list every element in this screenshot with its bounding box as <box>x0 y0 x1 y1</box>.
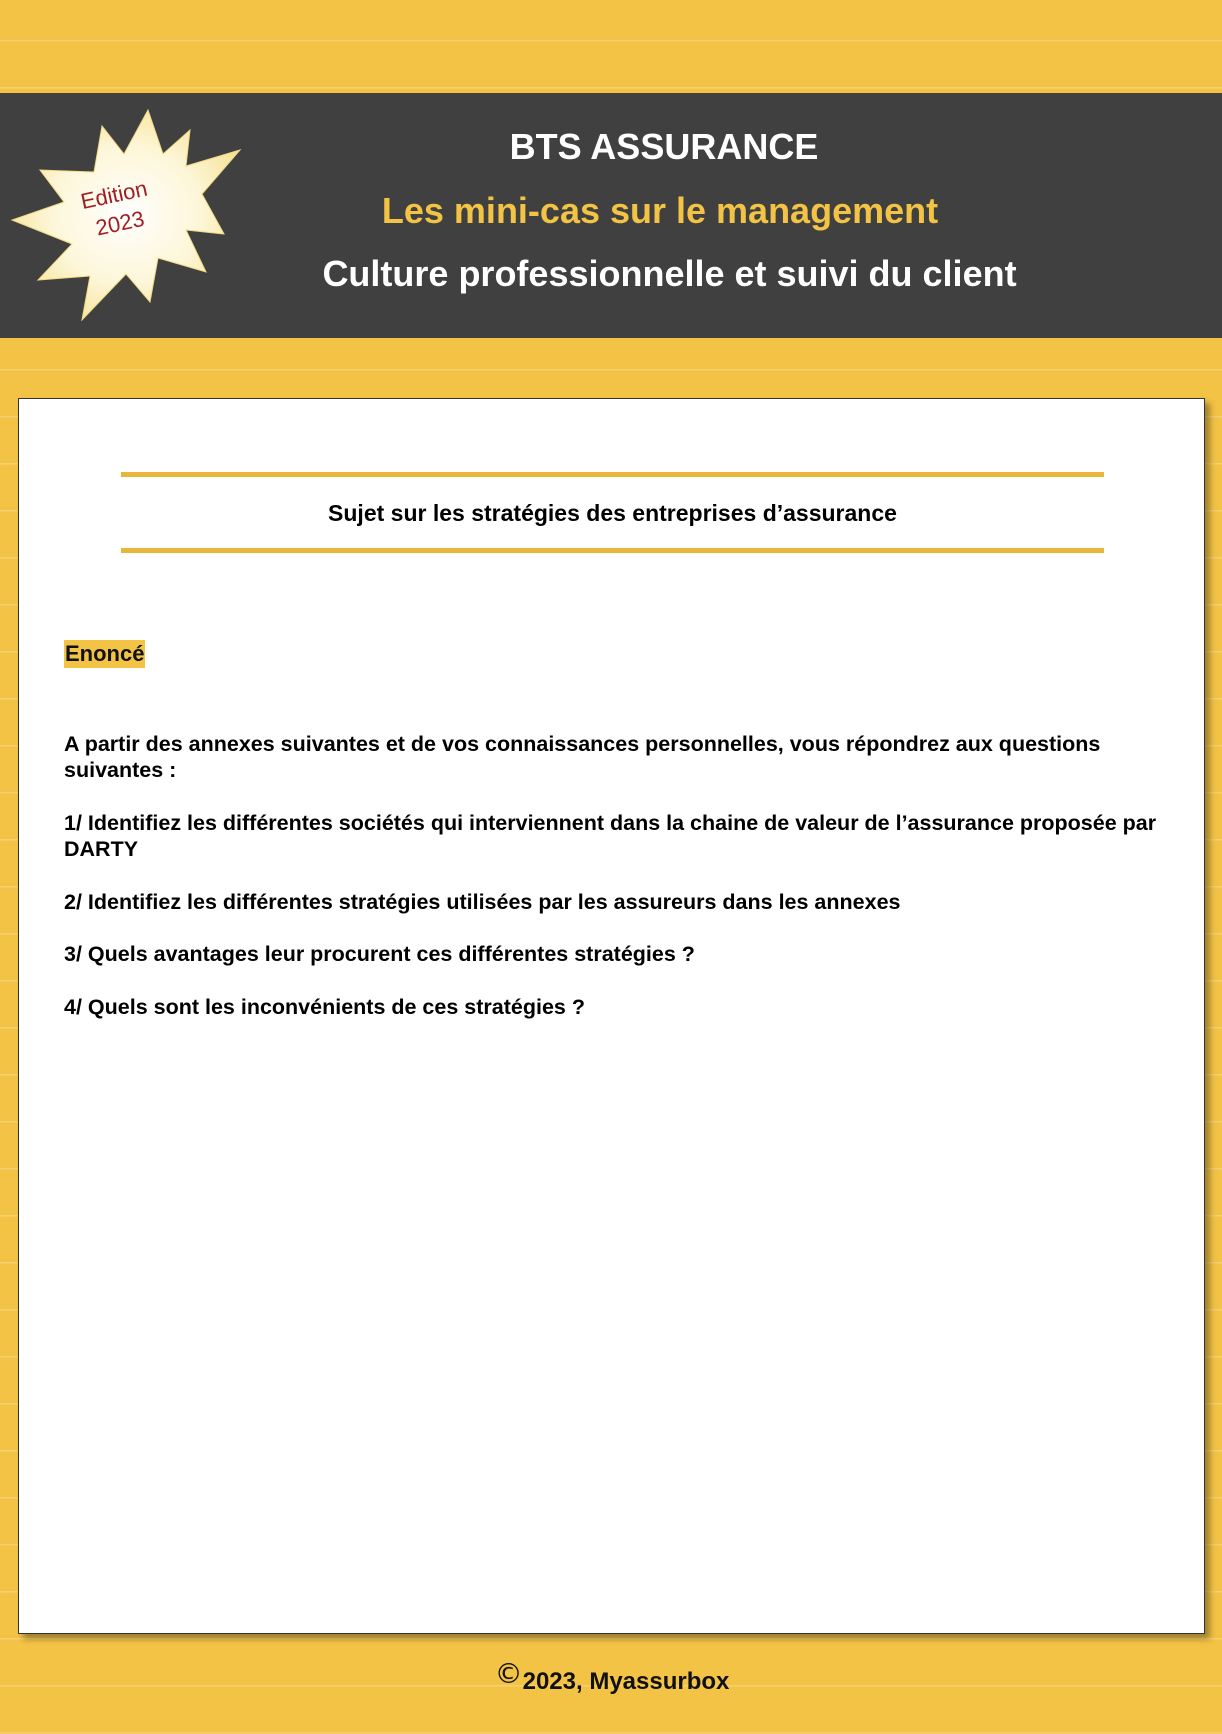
header-course: Culture professionnelle et suivi du client <box>322 253 1017 294</box>
footer-text: 2023, Myassurbox <box>522 1668 730 1695</box>
subject-bottom-rule <box>121 548 1104 553</box>
question-2: 2/ Identifiez les différentes stratégies utilisées par les assureurs dans les annexes <box>64 890 901 914</box>
header-title: BTS ASSURANCE <box>509 126 819 167</box>
question-4: 4/ Quels sont les inconvénients de ces stratégies ? <box>64 995 585 1019</box>
copyright-icon: © <box>494 1657 523 1690</box>
question-3: 3/ Quels avantages leur procurent ces différentes stratégies ? <box>64 942 695 966</box>
header-subtitle: Les mini-cas sur le management <box>381 190 939 231</box>
footer-copyright <box>0 1657 1222 1696</box>
edition-badge-line2: 2023 <box>93 205 147 241</box>
question-1: 1/ Identifiez les différentes sociétés qui interviennent dans la chaine de valeur de l’assurance proposée par DARTY <box>64 811 1157 861</box>
subject-title: Sujet sur les stratégies des entreprises d’assurance <box>328 500 897 526</box>
subject-top-rule <box>121 472 1104 477</box>
edition-badge-line1: Edition <box>78 175 150 215</box>
intro-paragraph: A partir des annexes suivantes et de vos connaissances personnelles, vous répondrez aux questions suivantes : <box>64 732 1101 782</box>
section-label-enonce: Enoncé <box>65 641 145 666</box>
